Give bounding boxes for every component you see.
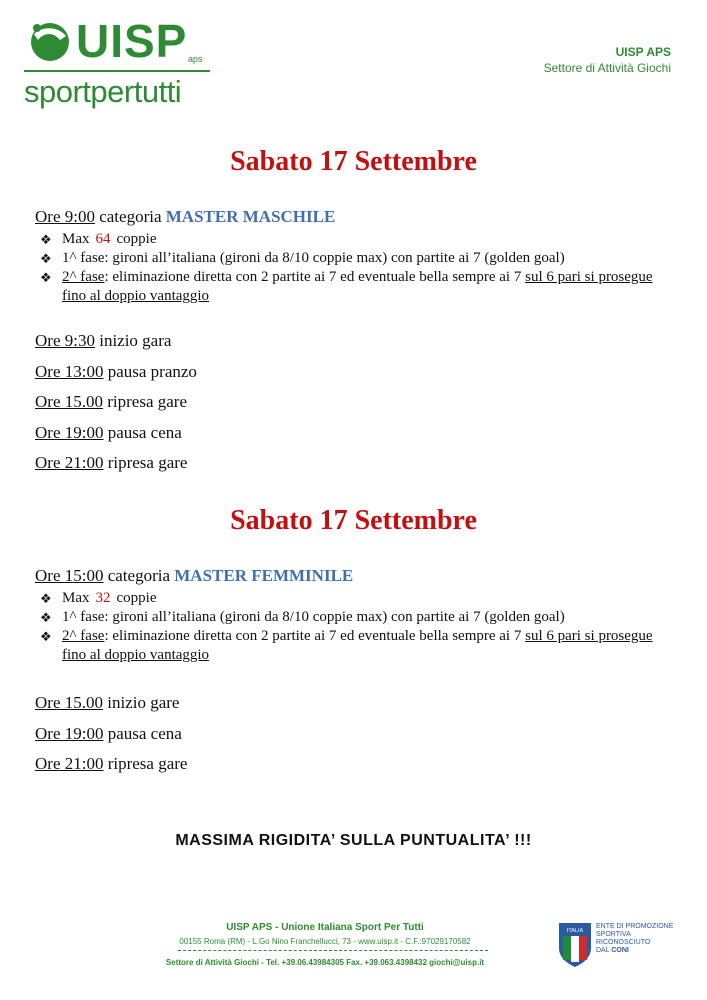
schedule-time: Ore 21:00 <box>35 453 104 472</box>
logo-divider <box>24 70 210 72</box>
coni-text <box>596 923 673 955</box>
list-item <box>38 249 678 268</box>
schedule-row <box>35 357 197 388</box>
schedule-text: pausa pranzo <box>103 361 197 381</box>
header-sector: Settore di Attività Giochi <box>543 61 671 75</box>
schedule-text: ripresa gare <box>103 754 188 773</box>
schedule-row <box>35 326 197 357</box>
logo-uisp-text: UISP <box>76 15 188 67</box>
day2-max-number: 32 <box>95 590 111 606</box>
day1-schedule <box>35 326 197 479</box>
day2-schedule <box>35 688 187 780</box>
day2-category-name: MASTER FEMMINILE <box>174 566 354 585</box>
coni-line: ENTE DI PROMOZIONE <box>596 923 674 930</box>
day1-max-label: Max <box>62 231 90 247</box>
coni-italia-label: ITALIA <box>566 928 584 934</box>
day1-category-line <box>35 207 335 227</box>
bullet-icon: ❖ <box>40 232 52 247</box>
schedule-row <box>35 688 187 719</box>
day2-fase2-note: sul 6 pari si prosegue fino al doppio vantaggio <box>62 628 653 663</box>
schedule-text: ripresa gare <box>102 392 187 411</box>
bullet-icon: ❖ <box>40 591 52 606</box>
footer-address: 00155 Roma (RM) - L.Go Nino Franchellucci, 73 - www.uisp.it - C.F.:97029170582 <box>179 937 471 946</box>
schedule-time: Ore 13:00 <box>35 361 104 381</box>
uisp-logo <box>24 15 214 114</box>
punctuality-warning: MASSIMA RIGIDITA’ SULLA PUNTUALITA’ !!! <box>175 832 532 849</box>
header-org-block <box>544 44 671 76</box>
schedule-text: pausa cena <box>103 723 182 743</box>
uisp-player-icon <box>24 20 74 64</box>
schedule-row <box>35 749 187 780</box>
day2-max-label: Max <box>62 590 90 606</box>
day1-category-time: Ore 9:00 <box>35 207 95 226</box>
footer-divider <box>178 950 488 951</box>
schedule-row <box>35 448 197 479</box>
schedule-time: Ore 15.00 <box>35 693 103 712</box>
day1-title: Sabato 17 Settembre <box>230 146 477 177</box>
schedule-text: ripresa gare <box>103 453 188 472</box>
list-item <box>38 230 678 249</box>
day1-rules-list <box>38 230 678 306</box>
day1-category-name: MASTER MASCHILE <box>165 207 336 226</box>
schedule-time: Ore 9:30 <box>35 331 95 350</box>
coni-line: SPORTIVA <box>596 931 631 938</box>
schedule-text: pausa cena <box>103 422 182 442</box>
coni-coni: CONI <box>611 947 629 954</box>
bullet-icon: ❖ <box>40 270 52 285</box>
list-item <box>38 268 678 306</box>
day2-category-time: Ore 15:00 <box>35 566 104 585</box>
logo-tagline: sportpertutti <box>24 74 182 109</box>
coni-line: RICONOSCIUTO <box>596 939 651 946</box>
day1-max-number: 64 <box>95 231 111 247</box>
header-org-name: UISP APS <box>615 45 671 59</box>
bullet-icon: ❖ <box>40 629 52 644</box>
bullet-icon: ❖ <box>40 251 52 266</box>
footer-contacts: Settore di Attività Giochi - Tel. +39.06.43984305 Fax. +39.063.4398432 giochi@uisp.it <box>165 958 485 967</box>
list-item <box>38 627 678 665</box>
schedule-time: Ore 19:00 <box>35 422 104 442</box>
schedule-row <box>35 719 187 750</box>
day2-fase2-text: : eliminazione diretta con 2 partite ai 7 ed eventuale bella sempre ai 7 <box>104 628 526 644</box>
schedule-text: inizio gara <box>94 331 172 350</box>
day2-max-unit: coppie <box>116 590 157 606</box>
logo-aps-text: aps <box>188 54 203 64</box>
bullet-icon: ❖ <box>40 610 52 625</box>
day1-fase2-label: 2^ fase <box>62 269 105 285</box>
list-item <box>38 608 678 627</box>
schedule-text: inizio gare <box>102 693 180 712</box>
day2-fase1: 1^ fase: gironi all’italiana (gironi da 8/10 coppie max) con partite ai 7 (golden goal) <box>62 609 565 625</box>
day2-fase2-label: 2^ fase <box>62 628 105 644</box>
day2-category-prefix: categoria <box>103 566 175 585</box>
coni-shield-icon <box>558 922 592 968</box>
schedule-row <box>35 387 197 418</box>
day1-category-prefix: categoria <box>94 207 166 226</box>
day1-fase2-text: : eliminazione diretta con 2 partite ai 7 ed eventuale bella sempre ai 7 <box>104 269 526 285</box>
schedule-time: Ore 21:00 <box>35 754 104 773</box>
schedule-time: Ore 15.00 <box>35 392 103 411</box>
day2-rules-list <box>38 589 678 665</box>
schedule-row <box>35 418 197 449</box>
footer-org: UISP APS - Unione Italiana Sport Per Tutti <box>226 922 424 933</box>
day1-fase2-note: sul 6 pari si prosegue fino al doppio vantaggio <box>62 269 653 304</box>
schedule-time: Ore 19:00 <box>35 723 104 743</box>
list-item <box>38 589 678 608</box>
coni-dal: DAL <box>596 947 610 954</box>
day2-title: Sabato 17 Settembre <box>230 505 477 536</box>
day1-fase1: 1^ fase: gironi all’italiana (gironi da 8/10 coppie max) con partite ai 7 (golden goal) <box>62 250 565 266</box>
coni-line <box>596 947 673 955</box>
day1-max-unit: coppie <box>116 231 157 247</box>
day2-category-line <box>35 566 353 586</box>
